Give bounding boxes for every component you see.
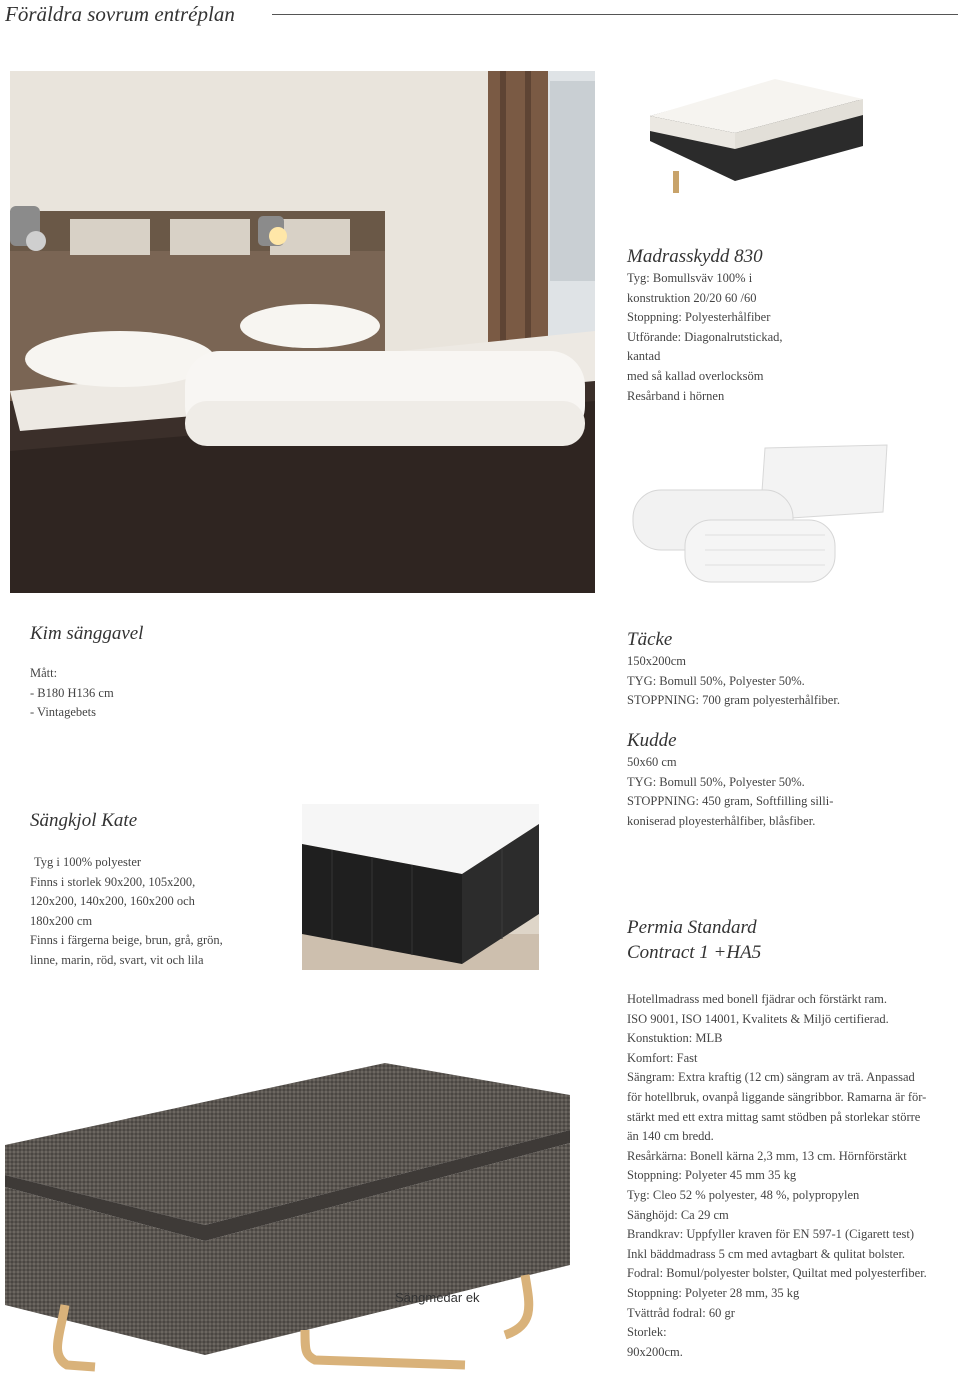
- header-rule: [272, 14, 958, 15]
- mattress-protector-photo: [645, 71, 863, 203]
- madrasskydd-description: [627, 269, 783, 406]
- text-line: för hotellbruk, ovanpå liggande sängribbor. Ramarna är för-: [627, 1089, 927, 1104]
- text-line: 50x60 cm: [627, 755, 677, 769]
- tacke-description: [627, 652, 840, 711]
- text-line: Utförande: Diagonalrutstickad,: [627, 329, 783, 344]
- text-line: TYG: Bomull 50%, Polyester 50%.: [627, 774, 805, 789]
- text-line: Stoppning: Polyeter 45 mm 35 kg: [627, 1168, 797, 1183]
- text-line: STOPPNING: 700 gram polyesterhålfiber.: [627, 693, 840, 708]
- bed-frame-photo: [5, 1055, 570, 1373]
- text-line: 150x200cm: [627, 654, 687, 668]
- permia-heading-line2: Contract 1 +HA5: [627, 942, 762, 963]
- text-line: Tvättråd fodral: 60 gr: [627, 1305, 735, 1320]
- text-line: Resårband i hörnen: [627, 388, 725, 403]
- text-line: Tyg: Cleo 52 % polyester, 48 %, polypropylen: [627, 1187, 860, 1202]
- kim-description: [30, 664, 114, 723]
- permia-heading-line1: Permia Standard: [627, 917, 757, 938]
- text-line: linne, marin, röd, svart, vit och lila: [30, 952, 204, 967]
- text-line: Stoppning: Polyesterhålfiber: [627, 310, 771, 325]
- duvet-pillow-photo: [625, 440, 897, 588]
- text-line: Storlek:: [627, 1325, 667, 1340]
- text-line: 90x200cm.: [627, 1344, 683, 1359]
- page-title: Föräldra sovrum entréplan: [5, 2, 235, 26]
- text-line: Tyg: Bomullsväv 100% i: [627, 271, 753, 285]
- text-line: Tyg i 100% polyester: [34, 855, 142, 869]
- text-line: konstruktion 20/20 60 /60: [627, 290, 757, 305]
- kim-heading: Kim sänggavel: [30, 623, 144, 644]
- text-line: - Vintagebets: [30, 705, 97, 720]
- text-line: ISO 9001, ISO 14001, Kvalitets & Miljö certifierad.: [627, 1011, 889, 1026]
- bed-skirt-photo: [302, 804, 539, 970]
- text-line: 120x200, 140x200, 160x200 och: [30, 894, 195, 909]
- text-line: stärkt med ett extra mittag samt stödben på storlekar större: [627, 1109, 921, 1124]
- text-line: än 140 cm bredd.: [627, 1129, 714, 1144]
- text-line: kantad: [627, 349, 661, 364]
- text-line: Mått:: [30, 666, 58, 680]
- text-line: Resårkärna: Bonell kärna 2,3 mm, 13 cm. Hörnförstärkt: [627, 1148, 907, 1163]
- text-line: TYG: Bomull 50%, Polyester 50%.: [627, 673, 805, 688]
- text-line: 180x200 cm: [30, 913, 93, 928]
- sangkjol-description: [30, 853, 223, 971]
- text-line: Sänghöjd: Ca 29 cm: [627, 1207, 729, 1222]
- bedroom-photo: [10, 71, 595, 593]
- text-line: Finns i storlek 90x200, 105x200,: [30, 874, 196, 889]
- text-line: Sängram: Extra kraftig (12 cm) sängram av trä. Anpassad: [627, 1070, 915, 1085]
- kudde-heading: Kudde: [627, 730, 677, 751]
- text-line: STOPPNING: 450 gram, Softfilling silli-: [627, 794, 834, 809]
- text-line: Stoppning: Polyeter 28 mm, 35 kg: [627, 1285, 800, 1300]
- text-line: Fodral: Bomul/polyester bolster, Quiltat med polyesterfiber.: [627, 1266, 927, 1281]
- text-line: Inkl bäddmadrass 5 cm med avtagbart & qulitat bolster.: [627, 1246, 906, 1261]
- tacke-heading: Täcke: [627, 629, 673, 650]
- text-line: med så kallad overlocksöm: [627, 368, 764, 383]
- text-line: Hotellmadrass med bonell fjädrar och förstärkt ram.: [627, 992, 887, 1006]
- kudde-description: [627, 753, 833, 831]
- text-line: - B180 H136 cm: [30, 685, 114, 700]
- text-line: Brandkrav: Uppfyller kraven för EN 597-1 (Cigarett test): [627, 1227, 915, 1242]
- text-line: koniserad ployesterhålfiber, blåsfiber.: [627, 813, 816, 828]
- sangmedar-caption: Sängmedar ek: [395, 1290, 480, 1305]
- text-line: Komfort: Fast: [627, 1050, 698, 1065]
- text-line: Finns i färgerna beige, brun, grå, grön,: [30, 933, 223, 948]
- text-line: Konstuktion: MLB: [627, 1031, 723, 1046]
- madrasskydd-heading: Madrasskydd 830: [627, 246, 763, 267]
- sangkjol-heading: Sängkjol Kate: [30, 810, 138, 831]
- permia-description: [627, 990, 927, 1362]
